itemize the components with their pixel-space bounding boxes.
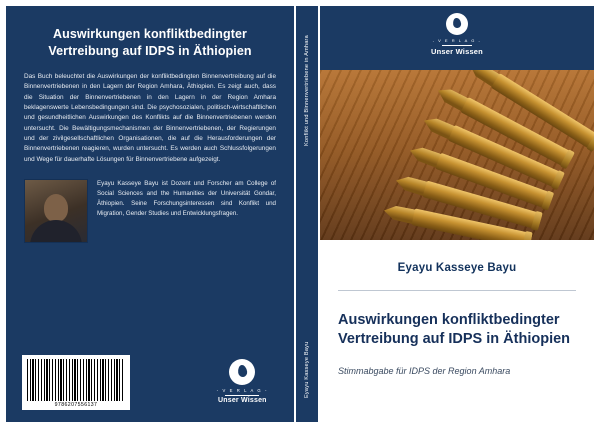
back-publisher-logo bbox=[217, 359, 268, 404]
bullet-rim bbox=[522, 231, 533, 240]
bullet-rim bbox=[586, 132, 594, 152]
front-cover-text bbox=[320, 262, 594, 377]
cover-photo-bullets bbox=[320, 70, 594, 240]
back-publisher-name: Unser Wissen bbox=[218, 397, 267, 404]
back-cover-title: Auswirkungen konfliktbedingter Vertreibung auf IDPS in Äthiopien bbox=[48, 27, 252, 58]
author-photo-body bbox=[30, 220, 82, 243]
front-author: Eyayu Kasseye Bayu bbox=[397, 262, 517, 274]
back-cover-blurb: Das Buch beleuchtet die Auswirkungen der konfliktbedingten Binnenvertreibung auf die Binnenvertriebenen in den Lagern der Region Amhara, Äthiopien. Es zeigt auch, dass die Situation der Binnenvertriebenen in den Lagern in der Region Amhara beklagenswerte Lebensbedingungen sind. Die psychosozialen, politisch-wirtschaftlichen und gesundheitlichen Auswirkungen des Konflikts auf die Binnenvertriebenen werden untersucht. Die Bewältigungsmechanismen der Binnenvertriebenen, der Regierungen und der zivilgesellschaftlichen Organisationen, die auf die Herausforderungen der Binnenvertriebenen reagieren, wurden untersucht. Es werden auch Schlussfolgerungen und Wege für dauerhafte Lösungen für Binnenvertriebene aufgezeigt. bbox=[24, 72, 276, 163]
front-divider bbox=[338, 290, 576, 291]
spine-author: Eyayu Kasseye Bayu bbox=[304, 341, 310, 398]
author-bio: Eyayu Kasseye Bayu ist Dozent und Forscher am College of Social Sciences and the Humanities der Universität Gondar, Äthiopien. Seine Forschungsinteressen sind Konflikt und Migration, Gender Studies und Entwicklungsfragen. bbox=[97, 180, 276, 218]
author-photo-face bbox=[44, 194, 68, 222]
book-spine bbox=[296, 6, 318, 422]
water-drop-icon bbox=[446, 13, 468, 35]
front-cover bbox=[320, 6, 594, 422]
author-block bbox=[24, 179, 276, 243]
back-cover bbox=[6, 6, 294, 422]
barcode-bars bbox=[27, 359, 125, 401]
front-publisher-verlag-label: - V E R L A G - bbox=[432, 38, 482, 43]
front-publisher-rule bbox=[442, 45, 472, 46]
spine-title: Konflikt und Binnenvertriebene in Amhara bbox=[304, 35, 310, 146]
water-drop-icon bbox=[229, 359, 255, 385]
front-title: Auswirkungen konfliktbedingter Vertreibung auf IDPS in Äthiopien bbox=[338, 312, 571, 347]
water-drop-shape bbox=[453, 18, 462, 29]
front-cover-header bbox=[320, 6, 594, 70]
water-drop-shape bbox=[237, 364, 248, 377]
front-publisher-name: Unser Wissen bbox=[431, 47, 483, 56]
front-subtitle: Stimmabgabe für IDPS der Region Amhara bbox=[338, 365, 511, 376]
front-publisher-logo bbox=[423, 13, 491, 56]
barcode-number: 9786207556137 bbox=[54, 402, 98, 408]
author-photo bbox=[24, 179, 88, 243]
barcode-area bbox=[22, 355, 130, 410]
back-publisher-verlag-label: - V E R L A G - bbox=[216, 388, 268, 393]
barcode bbox=[22, 355, 130, 410]
back-publisher-rule bbox=[225, 395, 259, 396]
